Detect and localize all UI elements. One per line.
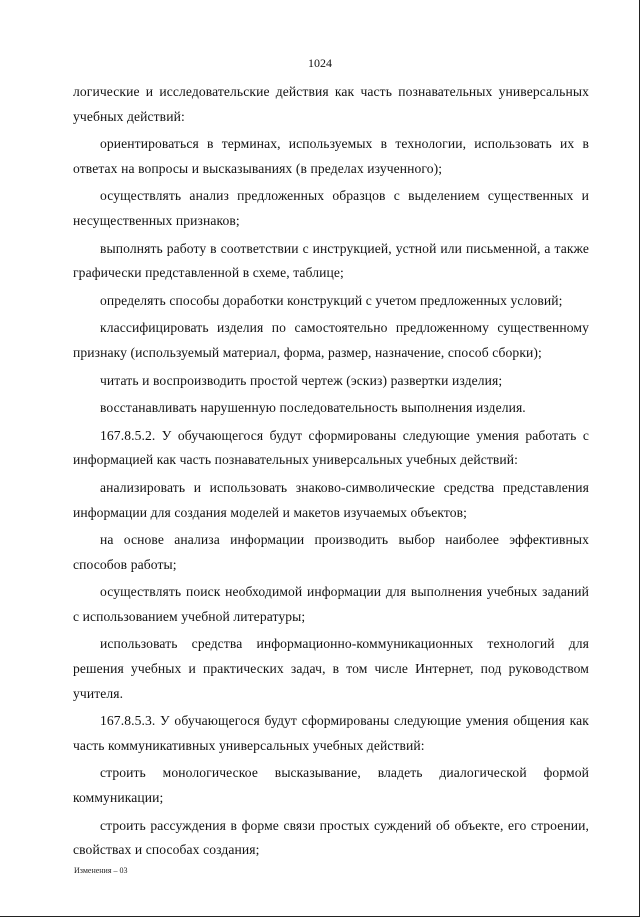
paragraph: осуществлять поиск необходимой информации для выполнения учебных заданий с использованием учебной литературы; bbox=[73, 584, 589, 624]
paragraph: использовать средства информационно-коммуникационных технологий для решения учебных и практических задач, в том числе Интернет, под руководством учителя. bbox=[73, 636, 589, 701]
paragraph: анализировать и использовать знаково-символические средства представления информации для создания моделей и макетов изучаемых объектов; bbox=[73, 479, 589, 520]
paragraph: строить монологическое высказывание, владеть диалогической формой коммуникации; bbox=[73, 765, 589, 806]
paragraph: логические и исследовательские действия как часть познавательных универсальных учебных действий: bbox=[73, 84, 589, 124]
document-body bbox=[73, 80, 589, 866]
paragraph: определять способы доработки конструкций с учетом предложенных условий; bbox=[100, 292, 563, 308]
paragraph: на основе анализа информации производить выбор наиболее эффективных способов работы; bbox=[73, 532, 589, 572]
paragraph: выполнять работу в соответствии с инструкцией, устной или письменной, а также графически представленной в схеме, таблице; bbox=[73, 240, 589, 281]
paragraph: классифицировать изделия по самостоятельно предложенному существенному признаку (используемый материал, форма, размер, назначение, способ сборки); bbox=[73, 320, 589, 360]
footer-revision-note: Изменения – 03 bbox=[74, 866, 128, 875]
paragraph: ориентироваться в терминах, используемых в технологии, использовать их в ответах на вопросы и высказываниях (в пределах изученного); bbox=[73, 136, 589, 176]
paragraph: читать и воспроизводить простой чертеж (эскиз) развертки изделия; bbox=[100, 372, 503, 388]
section-paragraph: 167.8.5.3. У обучающегося будут сформированы следующие умения общения как часть коммуникативных универсальных учебных действий: bbox=[73, 713, 589, 753]
paragraph: осуществлять анализ предложенных образцов с выделением существенных и несущественных признаков; bbox=[73, 188, 589, 228]
paragraph: строить рассуждения в форме связи простых суждений об объекте, его строении, свойствах и способах создания; bbox=[73, 817, 589, 858]
paragraph: восстанавливать нарушенную последовательность выполнения изделия. bbox=[100, 400, 526, 416]
page-number: 1024 bbox=[308, 56, 332, 70]
section-paragraph: 167.8.5.2. У обучающегося будут сформированы следующие умения работать с информацией как часть познавательных универсальных учебных действий: bbox=[73, 427, 589, 468]
